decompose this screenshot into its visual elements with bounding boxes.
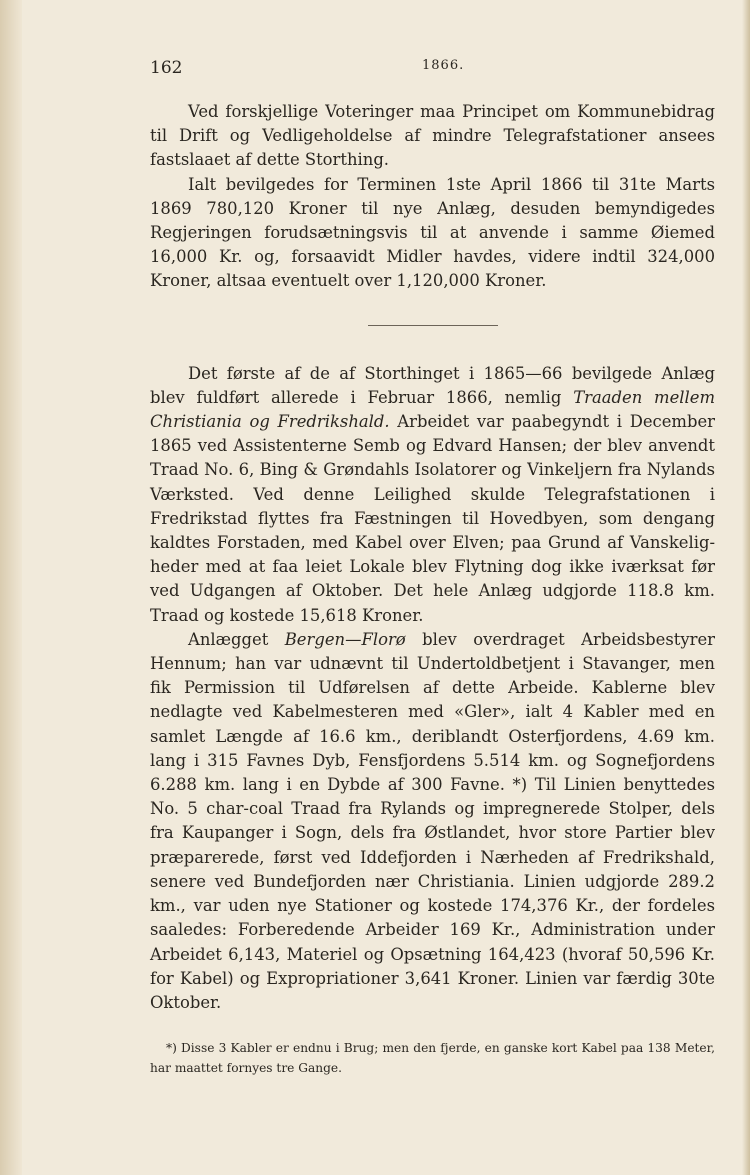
paragraph-kommunebidrag: Ved forskjellige Voteringer maa Principet om Kommunebidrag til Drift og Vedligeholdelse af mindre Telegrafstationer ansees fastslaaet af dette Storthing. xyxy=(150,102,715,170)
paragraph-bevilgninger: Ialt bevilgedes for Terminen 1ste April 1866 til 31te Marts 1869 780,120 Kroner til nye Anlæg, desuden bemyndigedes Regjeringen forudsætningsvis til at anvende i samme Øiemed 16,000 Kr. og, forsaavidt Midler havdes, videre indtil 324,000 Kroner, altsaa eventuelt over 1,120,000 Kroner. xyxy=(150,174,715,291)
paragraph-text-part: Anlægget xyxy=(188,629,285,649)
body-text xyxy=(150,100,715,1078)
line-name-italic: Bergen—Florø xyxy=(284,629,406,649)
line-name-italic: Traaden mellem Christiania og Fredrikshald. xyxy=(150,387,715,432)
paragraph-text-part: Det første af de af Storthinget i 1865—66 bevilgede Anlæg blev fuldført allerede i Februar 1866, nemlig xyxy=(150,363,715,407)
page-header xyxy=(150,58,715,82)
paragraph-text-part: Arbeidet var paabegyndt i December 1865 ved Assistenterne Semb og Edvard Hansen; der blev anvendt Traad No. 6, Bing & Grøndahls Isolatorer og Vinkeljern fra Nylands Værksted. Ved denne Leilighed skulde Telegrafstationen i Fredrikstad flyttes fra Fæstningen til Hovedbyen, som dengang kaldtes Forstaden, med Kabel over Elven; paa Grund af Vanskeligheder med at faa leiet Lokale blev Flytning dog ikke iværksat før ved Udgangen af Oktober. Det hele Anlæg udgjorde 118.8 km. Traad og kostede 15,618 Kroner. xyxy=(150,412,715,625)
page-gutter-shadow xyxy=(0,0,22,1175)
paragraph-bergen-floro xyxy=(150,628,715,1015)
section-divider xyxy=(368,325,498,326)
running-head-year: 1866. xyxy=(422,58,465,73)
paragraph-christiania-fredrikshald xyxy=(150,362,715,628)
footnote: *) Disse 3 Kabler er endnu i Brug; men den fjerde, en ganske kort Kabel paa 138 Meter, har maattet fornyes tre Gange. xyxy=(150,1041,715,1075)
page-number: 162 xyxy=(150,58,183,78)
page-edge-shadow xyxy=(742,0,750,1175)
paragraph-text-part: blev overdraget Arbeidsbestyrer Hennum; han var udnævnt til Undertoldbetjent i Stavanger, men fik Permission til Udførelsen af dette Arbeide. Kablerne blev nedlagte ved Kabelmesteren med «Gler», ialt 4 Kabler med en samlet Længde af 16.6 km., deriblandt Osterfjordens, 4.69 km. lang i 315 Favnes Dyb, Fensfjordens 5.514 km. og Sognefjordens 6.288 km. lang i en Dybde af 300 Favne. *) Til Linien benyttedes No. 5 char-coal Traad fra Rylands og impregnerede Stolper, dels fra Kaupanger i Sogn, dels fra Østlandet, hvor store Partier blev præparerede, først ved Iddefjorden i Nærheden af Fredrikshald, senere ved Bundefjorden nær Christiania. Linien udgjorde 289.2 km., var uden nye Stationer og kostede 174,376 Kr., der fordeles saaledes: Forberedende Arbeider 169 Kr., Administration under Arbeidet 6,143, Materiel og Opsætning 164,423 (hvoraf 50,596 Kr. for Kabel) og Expropriationer 3,641 Kroner. Linien var færdig 30te Oktober. xyxy=(150,629,715,1012)
